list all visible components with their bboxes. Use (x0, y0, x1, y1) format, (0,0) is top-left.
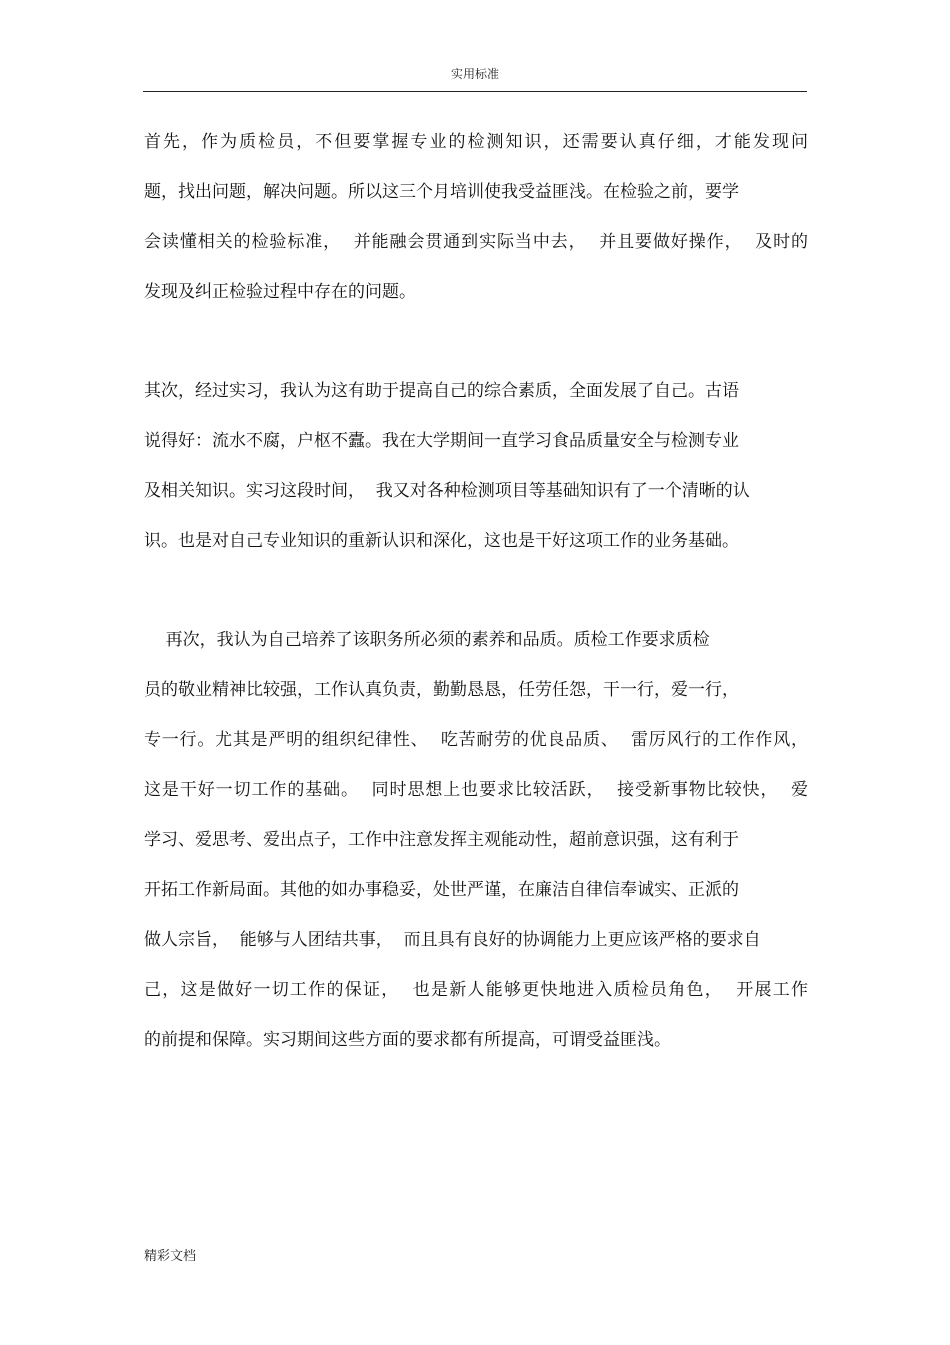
paragraph-3-line-2: 员的敬业精神比较强，工作认真负责，勤勤恳恳，任劳任怨，干一行，爱一行， (144, 680, 739, 700)
paragraph-3-line-7: 做人宗旨， 能够与人团结共事， 而且具有良好的协调能力上更应该严格的要求自 (144, 930, 761, 950)
paragraph-3-line-1: 再次，我认为自己培养了该职务所必须的素养和品质。质检工作要求质检 (144, 630, 710, 650)
paragraph-1-line-4: 发现及纠正检验过程中存在的问题。 (144, 282, 416, 302)
paragraph-2-line-3: 及相关知识。实习这段时间， 我又对各种检测项目等基础知识有了一个清晰的认 (144, 481, 750, 501)
paragraph-3-line-9: 的前提和保障。实习期间这些方面的要求都有所提高，可谓受益匪浅。 (144, 1030, 671, 1050)
header-divider (143, 91, 807, 92)
paragraph-3-line-8: 己，这是做好一切工作的保证， 也是新人能够更快地进入质检员角色， 开展工作 (144, 980, 808, 1000)
paragraph-1-line-1: 首先，作为质检员，不但要掌握专业的检测知识，还需要认真仔细，才能发现问 (144, 132, 808, 152)
paragraph-1-line-3: 会读懂相关的检验标准， 并能融会贯通到实际当中去， 并且要做好操作， 及时的 (144, 232, 808, 252)
paragraph-3-line-3: 专一行。尤其是严明的组织纪律性、 吃苦耐劳的优良品质、 雷厉风行的工作作风， (144, 730, 808, 750)
paragraph-3-line-4: 这是干好一切工作的基础。 同时思想上也要求比较活跃， 接受新事物比较快， 爱 (144, 780, 808, 800)
paragraph-2-line-2: 说得好：流水不腐，户枢不蠹。我在大学期间一直学习食品质量安全与检测专业 (144, 431, 739, 451)
paragraph-1-line-2: 题，找出问题，解决问题。所以这三个月培训使我受益匪浅。在检验之前，要学 (144, 182, 739, 202)
paragraph-2-line-1: 其次，经过实习，我认为这有助于提高自己的综合素质，全面发展了自己。古语 (144, 381, 739, 401)
page-header-title: 实用标准 (450, 67, 499, 81)
paragraph-3-line-5: 学习、爱思考、爱出点子，工作中注意发挥主观能动性，超前意识强，这有利于 (144, 830, 739, 850)
paragraph-2-line-4: 识。也是对自己专业知识的重新认识和深化，这也是干好这项工作的业务基础。 (144, 531, 739, 551)
page-footer-label: 精彩文档 (144, 1249, 197, 1264)
paragraph-3-line-6: 开拓工作新局面。其他的如办事稳妥，处世严谨，在廉洁自律信奉诚实、正派的 (144, 880, 739, 900)
